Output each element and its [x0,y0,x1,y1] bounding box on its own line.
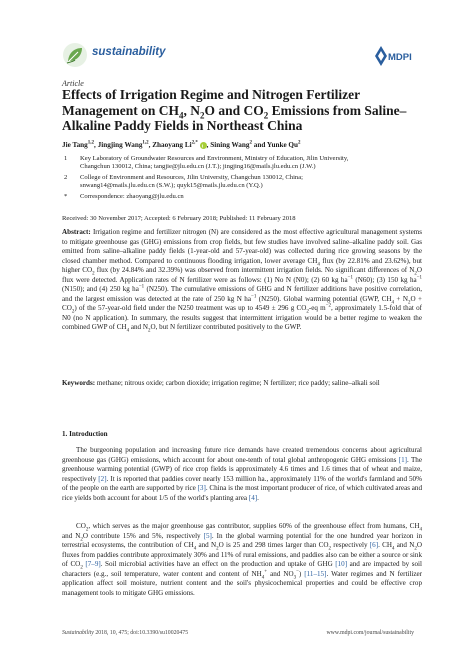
citation-link[interactable]: [3] [197,484,206,493]
affiliation-item: 1 Key Laboratory of Groundwater Resources and Environment, Ministry of Education, Jilin University, Changchun 130012, China; tangjie@jlu.edu.cn (J.T.); jingjing16@mails.jlu.edu.cn (J.W.) [64,155,349,171]
citation-link[interactable]: [1] [398,455,407,464]
author-name[interactable]: Yunke Qu [266,141,299,149]
article-title: Effects of Irrigation Regime and Nitrogen Fertilizer Management on $CH_4$, $N_2O$ and $CO_2$ Emissions from Saline–Alkaline Paddy Fields in Northeast China [62,87,407,133]
publisher-name: MDPI [388,52,412,63]
citation-link[interactable]: [10] [335,560,348,569]
citation-link[interactable]: [4] [248,493,258,502]
body-paragraph: The burgeoning population and increasing future rice demands have created tremendous concerns about agricultural greenhouse gas (GHG) emissions, which account for about one-tenth of total global anthropogenic GHG emissions [1]. The greenhouse warming potential (GWP) of rice crop fields is approximately 4.6 times and 1.6 times that of wheat and maize, respectively [2]. It is reported that paddies cover nearly 153 million ha., approximately 11% of the world's farmland and 50% of the people on the earth are supported by rice [3]. China is the most important producer of rice, of which cultivated areas and rice yields both account for about 1/5 of the world's planting area [4]. [62,446,423,502]
publication-dates: Received: 30 November 2017; Accepted: 6 February 2018; Published: 11 February 2018 [62,215,296,222]
footer-citation: Sustainability 2018, 10, 475; doi:10.3390/su10020475 [62,630,189,636]
journal-name: sustainability [92,46,166,58]
mdpi-logo-icon [372,44,414,68]
orcid-icon[interactable] [200,142,207,149]
citation-link[interactable]: [6] [369,541,379,550]
article-type: Article [62,79,84,88]
author-name[interactable]: Jie Tang [62,141,88,149]
svg-text:i: i [201,144,203,149]
abstract: Abstract: Irrigation regime and fertilizer nitrogen (N) are considered as the most effective agricultural management systems to mitigate greenhouse gas (GHG) emissions from crop fields, but few studies have involved saline–alkaline paddy soil. Gas emitted from saline–alkaline paddy fields (1-year-old and 57-year-old) was collected during rice growing seasons by the closed chamber method. Compared to continuous flooding irrigation, lower average $CH_4$ flux (by 22.81% and 23.62%), but higher $CO_2$ flux (by 24.84% and 32.39%) was observed from intermittent irrigation fields. No significant differences of $N_2O$ flux were detected. Application rates of N fertilizer were as follows: (1) No N (N0); (2) 60 kg $ha^{-1}$ (N60); (3) 150 kg $ha^{-1}$ (N150); and (4) 250 kg $ha^{-1}$ (N250). The cumulative emissions of GHG and N fertilizer additions have positive correlation, and the largest emission was detected at the rate of 250 kg N $ha^{-1}$ (N250). Global warming potential (GWP, $CH_4 + N_2O + CO_2$) of the 57-year-old field under the N250 treatment was up to 4549 ± 296 g $CO_2-eq$ $m^{-2}$, approximately 1.5-fold that of N0 (no N application). In summary, the results suggest that intermittent irrigation would be a better regime to weaken the combined GWP of $CH_4$ and $N_2O$, but N fertilizer contributed positively to the GWP. [62,228,423,334]
author-list: Jie Tang$^{1,2}$, Jingjing Wang$^{1,2}$, Zhaoyang $Li^{2,*}$ i , Sining Wang$^2$ and Yunke Qu$^2$ [62,140,301,149]
body-paragraph: $CO_2$, which serves as the major greenhouse gas contributor, supplies 60% of the greenhouse effect from humans, $CH_4$ and $N_2O$ contribute 15% and 5%, respectively [5]. In the global warming potential for the one hundred year horizon in terrestrial ecosystems, the contribution of $CH_4$ and $N_2O$ is 25 and 298 times larger than $CO_2$ respectively [6]. $CH_4$ and $N_2O$ fluxes from paddies contribute approximately 30% and 11% of rural emissions, and paddies also can be either a source or sink of $CO_2$ [7–9]. Soil microbial activities have an effect on the production and uptake of GHG [10] and are impacted by soil characters (e.g., soil temperature, water content and content of $NH_4^+$ and $NO_3^-$) [11–15]. Water regimes and N fertilizer application affect soil moisture, nutrient content and the soil's physicochemical properties and could be effective crop management tools to mitigate GHG emissions. [62,522,423,597]
citation-link[interactable]: [7–9] [85,560,101,569]
citation-link[interactable]: [11–15] [304,569,327,578]
citation-link[interactable]: [5] [203,531,212,540]
affiliation-item: 2 College of Environment and Resources, Jilin University, Changchun 130012, China; snwang14@mails.jlu.edu.cn (S.W.); quyk15@mails.jlu.edu.cn (Y.Q.) [64,173,303,190]
leaf-logo-icon [62,42,88,68]
author-name[interactable]: Jingjing Wang [97,141,143,149]
keywords: Keywords: methane; nitrous oxide; carbon dioxide; irrigation regime; N fertilizer; rice paddy; saline–alkali soil [62,379,380,387]
journal-header [62,42,414,70]
footer-website-link[interactable]: www.mdpi.com/journal/sustainability [326,630,414,636]
correspondence: * Correspondence: zhaoyang@jlu.edu.cn [64,192,184,200]
author-name[interactable]: Zhaoyang Li [152,141,192,149]
affiliations [62,155,422,201]
citation-link[interactable]: [2] [98,474,107,483]
author-name[interactable]: Sining Wang [210,141,250,149]
section-heading-introduction: 1. Introduction [62,430,108,438]
